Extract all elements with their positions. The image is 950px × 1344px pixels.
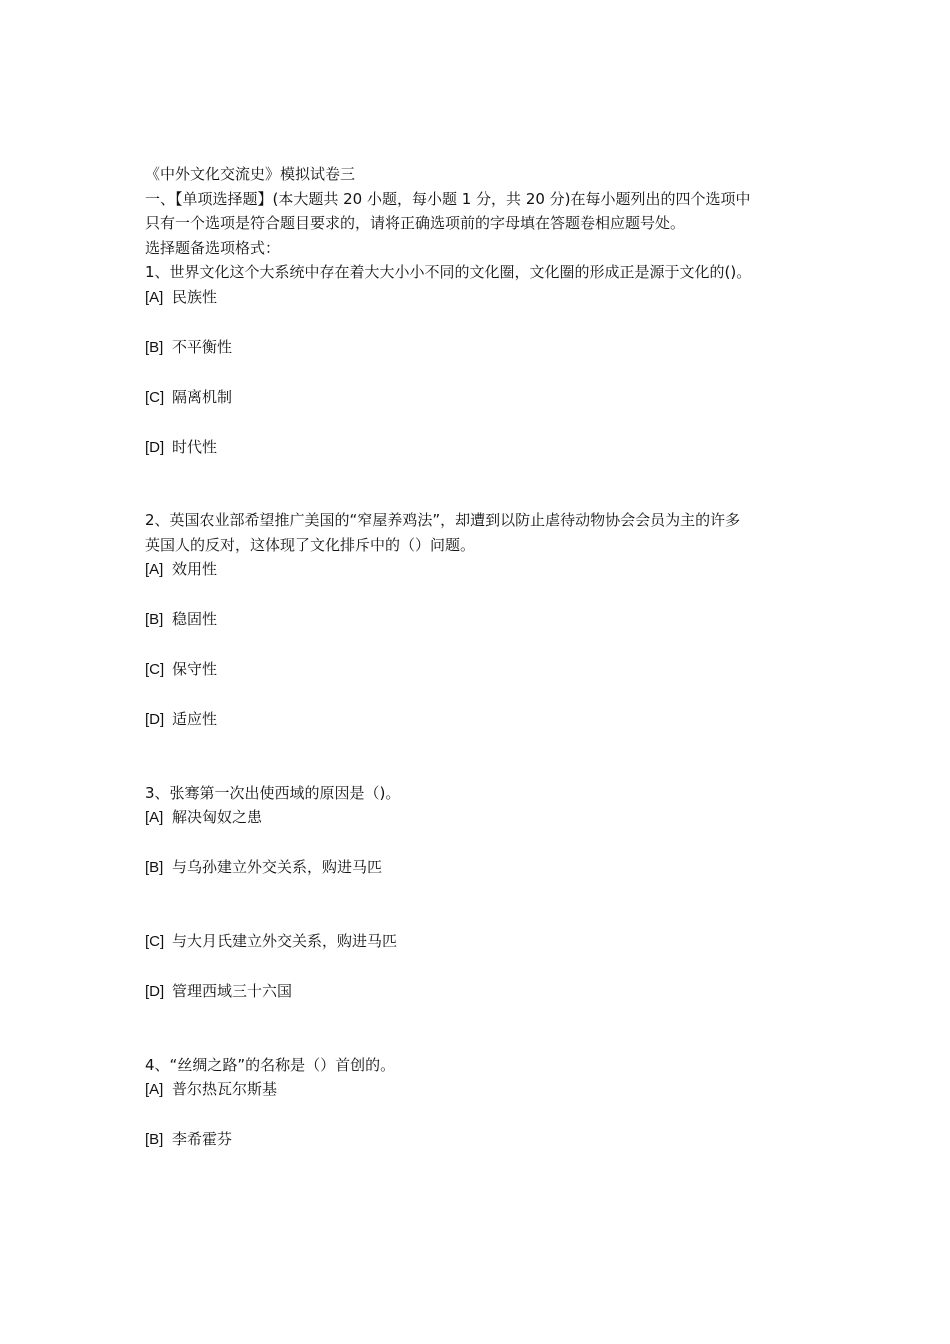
option-b — [145, 1127, 815, 1152]
question-text-line-1: 2、英国农业部希望推广美国的“窄屋养鸡法”，却遭到以防止虐待动物协会会员为主的许多 — [145, 511, 741, 529]
option-label: [B] — [145, 611, 164, 628]
section-instruction-line-2: 只有一个选项是符合题目要求的，请将正确选项前的字母填在答题卷相应题号处。 — [145, 214, 686, 232]
option-label: [C] — [145, 388, 165, 406]
document-page — [145, 162, 815, 1152]
option-label: [B] — [145, 338, 164, 356]
option-text: 稳固性 — [172, 610, 218, 628]
option-text: 适应性 — [172, 710, 218, 728]
option-label: [D] — [145, 438, 165, 456]
question-2 — [145, 508, 815, 781]
option-text: 与大月氏建立外交关系，购进马匹 — [172, 932, 398, 950]
option-label: [A] — [145, 809, 164, 826]
option-label: [C] — [145, 933, 165, 950]
option-c — [145, 385, 815, 410]
option-text: 与乌孙建立外交关系，购进马匹 — [172, 858, 383, 876]
option-text: 李希霍芬 — [172, 1130, 233, 1148]
option-text: 普尔热瓦尔斯基 — [172, 1080, 278, 1098]
option-text: 解决匈奴之患 — [172, 808, 263, 826]
option-label: [A] — [145, 288, 164, 306]
option-a — [145, 1077, 815, 1102]
option-b — [145, 855, 815, 880]
option-text: 效用性 — [172, 560, 218, 578]
format-note: 选择题备选项格式： — [145, 238, 281, 257]
option-label: [D] — [145, 711, 165, 728]
document-title: 《中外文化交流史》模拟试卷三 — [145, 165, 356, 183]
option-text: 管理西域三十六国 — [172, 982, 293, 1000]
option-a — [145, 285, 815, 310]
option-d — [145, 707, 815, 732]
option-a — [145, 557, 815, 582]
question-text: 4、“丝绸之路”的名称是（）首创的。 — [145, 1055, 396, 1074]
question-3 — [145, 781, 815, 1053]
option-text: 不平衡性 — [172, 337, 233, 356]
option-d — [145, 979, 815, 1004]
option-b — [145, 607, 815, 632]
option-label: [A] — [145, 561, 164, 578]
question-1 — [145, 260, 815, 508]
option-label: [B] — [145, 1131, 164, 1148]
option-label: [A] — [145, 1081, 164, 1098]
option-text: 隔离机制 — [172, 387, 233, 406]
question-text: 1、世界文化这个大系统中存在着大大小小不同的文化圈，文化圈的形成正是源于文化的()。 — [145, 263, 752, 281]
section-instruction-line-1: 一、【单项选择题】(本大题共 20 小题，每小题 1 分，共 20 分)在每小题列出的四个选项中 — [145, 189, 751, 208]
option-text: 时代性 — [172, 437, 218, 456]
option-text: 保守性 — [172, 660, 218, 678]
option-c — [145, 929, 815, 954]
option-label: [C] — [145, 661, 165, 678]
option-a — [145, 805, 815, 830]
option-c — [145, 657, 815, 682]
option-b — [145, 335, 815, 360]
option-label: [B] — [145, 859, 164, 876]
question-text-line-2: 英国人的反对，这体现了文化排斥中的（）问题。 — [145, 535, 476, 554]
question-4 — [145, 1053, 815, 1152]
question-text: 3、张骞第一次出使西域的原因是（)。 — [145, 783, 401, 802]
option-d — [145, 435, 815, 460]
option-text: 民族性 — [172, 287, 218, 306]
option-label: [D] — [145, 983, 165, 1000]
